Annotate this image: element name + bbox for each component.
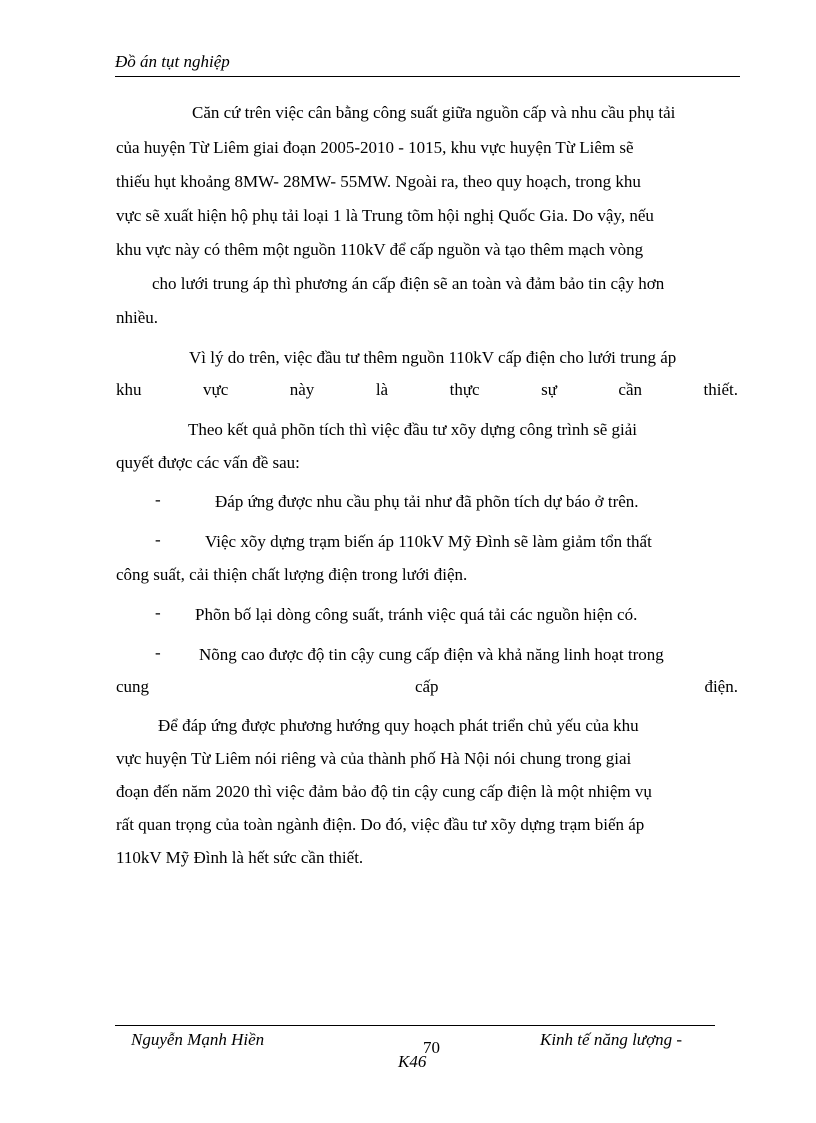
bullet-text: công suất, cải thiện chất lượng điện trong lưới điện. bbox=[116, 565, 468, 584]
word: điện. bbox=[704, 677, 738, 696]
word: này bbox=[289, 380, 315, 399]
bullet-dash: - bbox=[155, 530, 161, 549]
bullet-dash: - bbox=[155, 490, 161, 509]
word: vực bbox=[203, 380, 229, 399]
body-line: Theo kết quả phõn tích thì việc đầu tư xõy dựng công trình sẽ giải bbox=[188, 420, 637, 439]
bullet-text: Việc xõy dựng trạm biến áp 110kV Mỹ Đình sẽ làm giảm tổn thất bbox=[205, 532, 652, 551]
word: cung bbox=[116, 677, 150, 696]
body-line: rất quan trọng của toàn ngành điện. Do đó, việc đầu tư xõy dựng trạm biến áp bbox=[116, 815, 645, 834]
body-line: Vì lý do trên, việc đầu tư thêm nguồn 110kV cấp điện cho lưới trung áp bbox=[189, 348, 677, 367]
word: cần bbox=[618, 380, 643, 399]
body-line: của huyện Từ Liêm giai đoạn 2005-2010 - 1015, khu vực huyện Từ Liêm sẽ bbox=[116, 138, 634, 157]
body-line: 110kV Mỹ Đình là hết sức cần thiết. bbox=[116, 848, 364, 867]
word: thực bbox=[449, 380, 480, 399]
word: là bbox=[375, 380, 389, 399]
bullet-text: Đáp ứng được nhu cầu phụ tải như đã phõn tích dự báo ở trên. bbox=[215, 492, 639, 511]
body-line: cho lưới trung áp thì phương án cấp điện sẽ an toàn và đảm bảo tin cậy hơn bbox=[152, 274, 665, 293]
justified-line bbox=[116, 677, 738, 697]
footer-author: Nguyễn Mạnh Hiền bbox=[131, 1030, 265, 1049]
footer-divider bbox=[115, 1025, 715, 1026]
footer-cohort: K46 bbox=[398, 1052, 427, 1071]
word: thiết. bbox=[703, 380, 738, 399]
word: khu bbox=[116, 380, 142, 399]
bullet-dash: - bbox=[155, 603, 161, 622]
header-title: Đồ án tụt nghiệp bbox=[115, 52, 230, 71]
body-line: vực sẽ xuất hiện hộ phụ tải loại 1 là Trung tõm hội nghị Quốc Gia. Do vậy, nếu bbox=[116, 206, 654, 225]
page-number: 70 bbox=[423, 1038, 440, 1057]
body-line: nhiều. bbox=[116, 308, 159, 327]
body-line: thiếu hụt khoảng 8MW- 28MW- 55MW. Ngoài ra, theo quy hoạch, trong khu bbox=[116, 172, 641, 191]
bullet-text: Phõn bố lại dòng công suất, tránh việc quá tải các nguồn hiện có. bbox=[195, 605, 638, 624]
bullet-text: Nõng cao được độ tin cậy cung cấp điện và khả năng linh hoạt trong bbox=[199, 645, 664, 664]
justified-line bbox=[116, 380, 738, 400]
header-divider bbox=[115, 76, 740, 77]
body-line: vực huyện Từ Liêm nói riêng và của thành phố Hà Nội nói chung trong giai bbox=[116, 749, 632, 768]
word: cấp bbox=[414, 677, 439, 696]
footer-department: Kinh tế năng lượng - bbox=[540, 1030, 683, 1049]
body-line: Căn cứ trên việc cân bằng công suất giữa nguồn cấp và nhu cầu phụ tải bbox=[192, 103, 676, 122]
body-line: Để đáp ứng được phương hướng quy hoạch phát triển chủ yếu của khu bbox=[158, 716, 639, 735]
body-line: đoạn đến năm 2020 thì việc đảm bảo độ tin cậy cung cấp điện là một nhiệm vụ bbox=[116, 782, 652, 801]
body-line: khu vực này có thêm một nguồn 110kV để cấp nguồn và tạo thêm mạch vòng bbox=[116, 240, 644, 259]
word: sự bbox=[541, 380, 557, 399]
body-line: quyết được các vấn đề sau: bbox=[116, 453, 300, 472]
bullet-dash: - bbox=[155, 643, 161, 662]
